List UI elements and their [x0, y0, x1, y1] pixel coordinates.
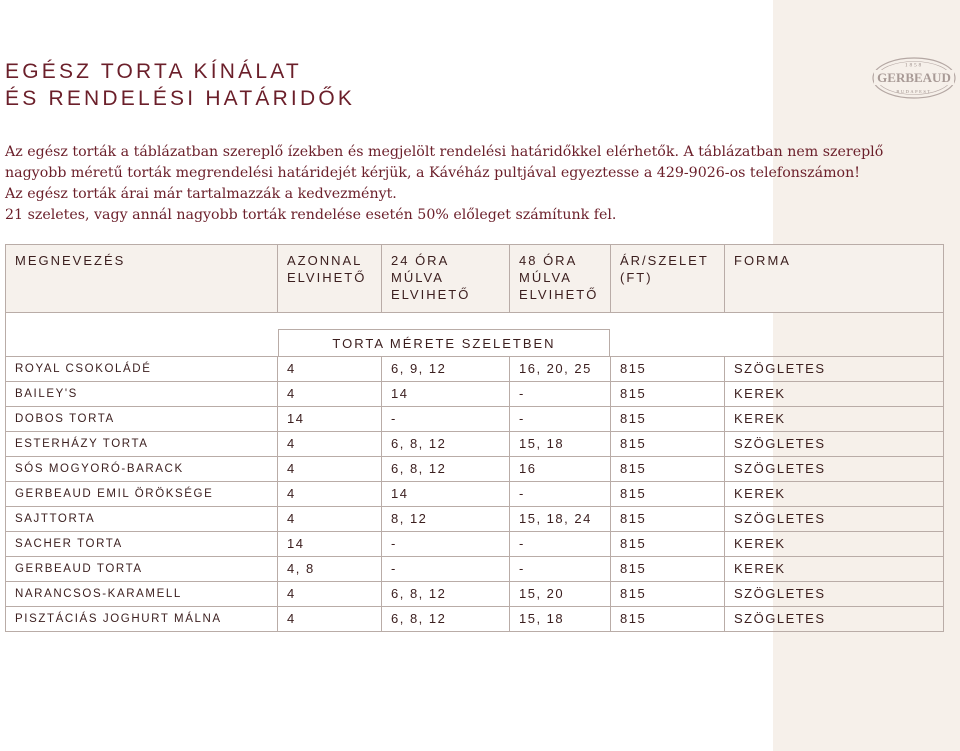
price-per-slice: 815 — [610, 457, 724, 481]
table-body — [5, 356, 944, 632]
table-row — [6, 382, 943, 407]
intro-line-4: 21 szeletes, vagy annál nagyobb torták rendelése esetén 50% előleget számítunk fel. — [5, 207, 617, 223]
cake-name: SAJTTORTA — [15, 513, 96, 525]
available-now: 4 — [277, 582, 381, 606]
available-24h: 6, 8, 12 — [381, 607, 509, 631]
cake-name: GERBEAUD EMIL ÖRÖKSÉGE — [15, 488, 214, 500]
header-name — [6, 245, 277, 312]
available-48h: - — [509, 382, 610, 406]
price-per-slice: 815 — [610, 357, 724, 381]
cake-shape: KEREK — [724, 382, 943, 406]
logo-name: GERBEAUD — [877, 70, 951, 85]
cake-name: ROYAL CSOKOLÁDÉ — [15, 363, 152, 375]
cake-name: DOBOS TORTA — [15, 413, 115, 425]
available-now: 4 — [277, 382, 381, 406]
header-48h-line-2: MÚLVA — [519, 270, 572, 285]
header-48h — [509, 245, 610, 312]
available-48h: 15, 18 — [509, 432, 610, 456]
available-now: 4, 8 — [277, 557, 381, 581]
header-24h-line-3: ELVIHETŐ — [391, 287, 471, 302]
available-48h: - — [509, 557, 610, 581]
available-now: 4 — [277, 607, 381, 631]
available-48h: - — [509, 407, 610, 431]
table-row — [6, 507, 943, 532]
price-per-slice: 815 — [610, 582, 724, 606]
table-row — [6, 582, 943, 607]
cake-name: NARANCSOS-KARAMELL — [15, 588, 182, 600]
table-row — [6, 357, 943, 382]
available-48h: - — [509, 482, 610, 506]
page-title-line-1: EGÉSZ TORTA KÍNÁLAT — [5, 60, 302, 83]
available-24h: 6, 8, 12 — [381, 457, 509, 481]
logo-city: BUDAPEST — [896, 89, 932, 94]
cake-name: PISZTÁCIÁS JOGHURT MÁLNA — [15, 613, 222, 625]
header-shape-label: FORMA — [734, 253, 791, 268]
cake-shape: KEREK — [724, 482, 943, 506]
page-title-line-2: ÉS RENDELÉSI HATÁRIDŐK — [5, 87, 356, 110]
price-per-slice: 815 — [610, 557, 724, 581]
available-48h: 15, 20 — [509, 582, 610, 606]
intro-line-1: Az egész torták a táblázatban szereplő ízekben és megjelölt rendelési határidőkkel elérhetők. A táblázatban nem szereplő — [5, 144, 884, 160]
intro-line-2: nagyobb méretű torták megrendelési határidejét kérjük, a Kávéház pultjával egyeztesse a 429-9026-os telefonszámon! — [5, 165, 860, 181]
table-row — [6, 607, 943, 632]
header-24h-line-2: MÚLVA — [391, 270, 444, 285]
cake-name: ESTERHÁZY TORTA — [15, 438, 149, 450]
header-name-label: MEGNEVEZÉS — [15, 253, 126, 268]
table-row — [6, 557, 943, 582]
intro-text — [5, 142, 905, 226]
available-24h: - — [381, 407, 509, 431]
available-48h: 16, 20, 25 — [509, 357, 610, 381]
table-row — [6, 532, 943, 557]
price-per-slice: 815 — [610, 607, 724, 631]
available-24h: - — [381, 557, 509, 581]
size-caption: TORTA MÉRETE SZELETBEN — [278, 329, 610, 356]
header-price-line-2: (FT) — [620, 270, 653, 285]
available-48h: 16 — [509, 457, 610, 481]
header-24h-line-1: 24 ÓRA — [391, 253, 450, 268]
cake-name: BAILEY'S — [15, 388, 78, 400]
cake-shape: SZÖGLETES — [724, 582, 943, 606]
available-24h: 6, 8, 12 — [381, 432, 509, 456]
table-row — [6, 457, 943, 482]
header-price — [610, 245, 724, 312]
available-now: 4 — [277, 457, 381, 481]
header-price-line-1: ÁR/SZELET — [620, 253, 709, 268]
available-24h: 8, 12 — [381, 507, 509, 531]
table-row — [6, 407, 943, 432]
header-48h-line-1: 48 ÓRA — [519, 253, 578, 268]
header-now — [277, 245, 381, 312]
price-per-slice: 815 — [610, 532, 724, 556]
intro-line-3: Az egész torták árai már tartalmazzák a kedvezményt. — [5, 186, 397, 202]
gerbeaud-logo — [870, 56, 958, 100]
available-now: 14 — [277, 407, 381, 431]
available-now: 4 — [277, 507, 381, 531]
available-24h: 14 — [381, 382, 509, 406]
available-24h: - — [381, 532, 509, 556]
price-per-slice: 815 — [610, 407, 724, 431]
cake-name: SACHER TORTA — [15, 538, 123, 550]
header-24h — [381, 245, 509, 312]
table-row — [6, 482, 943, 507]
price-per-slice: 815 — [610, 482, 724, 506]
available-now: 4 — [277, 432, 381, 456]
available-24h: 14 — [381, 482, 509, 506]
available-48h: - — [509, 532, 610, 556]
available-48h: 15, 18 — [509, 607, 610, 631]
cake-shape: KEREK — [724, 532, 943, 556]
cake-shape: SZÖGLETES — [724, 432, 943, 456]
available-24h: 6, 8, 12 — [381, 582, 509, 606]
header-now-line-1: AZONNAL — [287, 253, 363, 268]
cake-shape: SZÖGLETES — [724, 457, 943, 481]
price-per-slice: 815 — [610, 507, 724, 531]
cake-shape: SZÖGLETES — [724, 357, 943, 381]
header-shape — [724, 245, 943, 312]
cake-shape: KEREK — [724, 557, 943, 581]
available-now: 4 — [277, 482, 381, 506]
cake-name: GERBEAUD TORTA — [15, 563, 143, 575]
available-now: 4 — [277, 357, 381, 381]
cake-shape: SZÖGLETES — [724, 507, 943, 531]
page-title — [5, 58, 355, 112]
price-per-slice: 815 — [610, 382, 724, 406]
header-now-line-2: ELVIHETŐ — [287, 270, 367, 285]
table-header — [5, 244, 944, 313]
available-24h: 6, 9, 12 — [381, 357, 509, 381]
size-caption-area — [5, 313, 944, 356]
table-row — [6, 432, 943, 457]
cake-shape: SZÖGLETES — [724, 607, 943, 631]
cake-name: SÓS MOGYORÓ-BARACK — [15, 463, 184, 475]
available-now: 14 — [277, 532, 381, 556]
cake-shape: KEREK — [724, 407, 943, 431]
header-48h-line-3: ELVIHETŐ — [519, 287, 599, 302]
available-48h: 15, 18, 24 — [509, 507, 610, 531]
price-per-slice: 815 — [610, 432, 724, 456]
logo-year: 1858 — [904, 62, 924, 69]
